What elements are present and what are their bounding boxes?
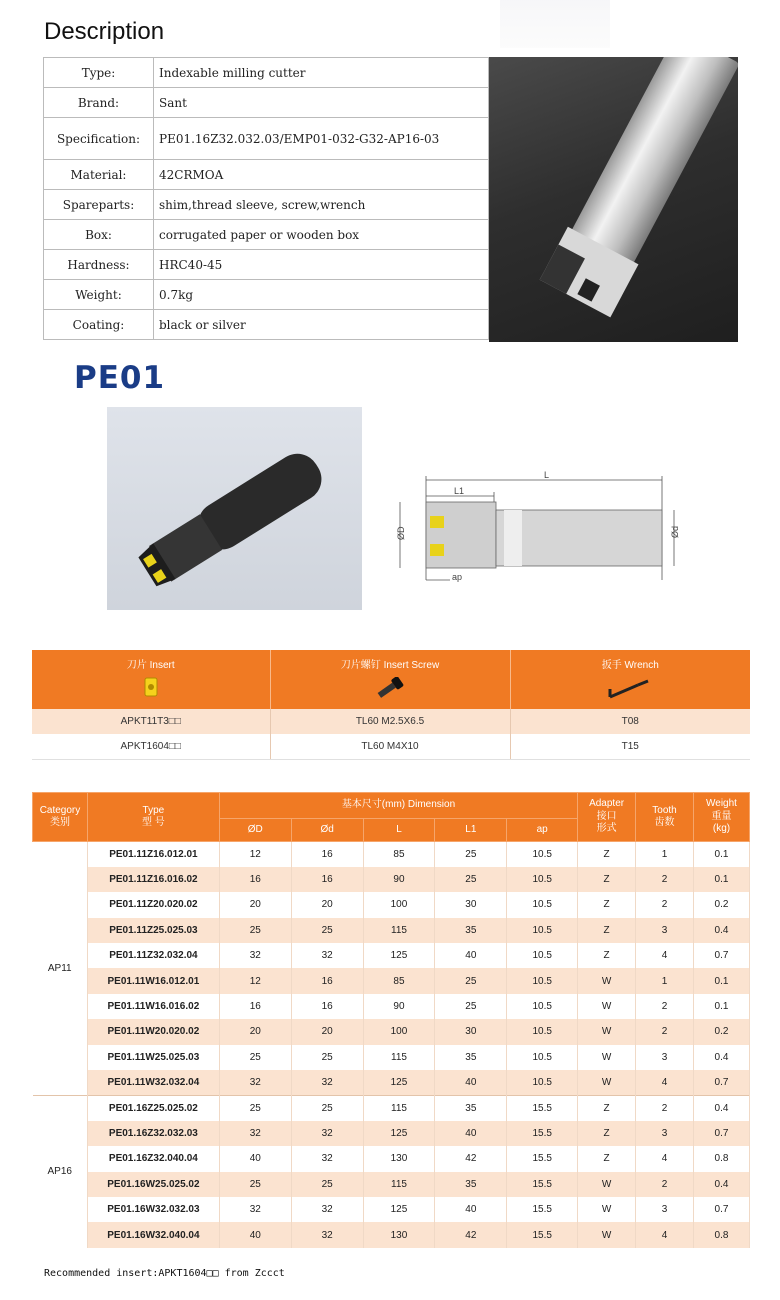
description-table <box>43 57 489 340</box>
description-row <box>44 310 489 340</box>
table-row <box>33 1121 750 1146</box>
value-cell: 2 <box>636 867 694 892</box>
value-cell: Z <box>578 943 636 968</box>
accessory-cell: T08 <box>510 709 750 734</box>
value-cell: 16 <box>291 968 363 993</box>
description-value: HRC40-45 <box>154 250 489 280</box>
value-cell: 32 <box>219 943 291 968</box>
value-cell: 16 <box>291 994 363 1019</box>
type-cell: PE01.11Z20.020.02 <box>87 892 219 917</box>
recommended-insert-note: Recommended insert:APKT1604□□ from Zccct <box>44 1268 285 1279</box>
category-cell: AP16 <box>33 1095 88 1247</box>
value-cell: 2 <box>636 1019 694 1044</box>
value-cell: 2 <box>636 1095 694 1120</box>
value-cell: 10.5 <box>507 1045 578 1070</box>
value-cell: 3 <box>636 1045 694 1070</box>
description-label: Brand: <box>44 88 154 118</box>
value-cell: 32 <box>219 1070 291 1095</box>
col-category: Category 类别 <box>33 793 88 842</box>
label-l: L <box>544 470 550 480</box>
type-cell: PE01.11W16.016.02 <box>87 994 219 1019</box>
table-row <box>33 1095 750 1120</box>
value-cell: 0.8 <box>693 1146 749 1171</box>
description-label: Hardness: <box>44 250 154 280</box>
description-row <box>44 250 489 280</box>
type-cell: PE01.11W20.020.02 <box>87 1019 219 1044</box>
description-label: Spareparts: <box>44 190 154 220</box>
type-cell: PE01.11W16.012.01 <box>87 968 219 993</box>
col-tooth: Tooth 齿数 <box>636 793 694 842</box>
value-cell: 40 <box>435 1197 507 1222</box>
value-cell: Z <box>578 842 636 867</box>
value-cell: 20 <box>219 892 291 917</box>
value-cell: 20 <box>219 1019 291 1044</box>
value-cell: 25 <box>291 1045 363 1070</box>
table-row <box>33 918 750 943</box>
value-cell: 30 <box>435 892 507 917</box>
description-value: Sant <box>154 88 489 118</box>
type-cell: PE01.16W32.040.04 <box>87 1222 219 1247</box>
value-cell: 10.5 <box>507 1070 578 1095</box>
value-cell: 10.5 <box>507 867 578 892</box>
value-cell: 42 <box>435 1146 507 1171</box>
value-cell: 100 <box>363 892 435 917</box>
value-cell: 0.4 <box>693 1045 749 1070</box>
description-label: Specification: <box>44 118 154 160</box>
table-row <box>33 994 750 1019</box>
label-od: ØD <box>396 526 406 540</box>
description-value: 42CRMOA <box>154 160 489 190</box>
acc-header-screw: 刀片螺钉 Insert Screw <box>270 650 510 709</box>
model-title: PE01 <box>74 360 166 396</box>
description-label: Weight: <box>44 280 154 310</box>
value-cell: 30 <box>435 1019 507 1044</box>
value-cell: 1 <box>636 968 694 993</box>
description-row <box>44 118 489 160</box>
type-cell: PE01.16W32.032.03 <box>87 1197 219 1222</box>
value-cell: 35 <box>435 1045 507 1070</box>
value-cell: 0.7 <box>693 1121 749 1146</box>
insert-icon <box>144 677 158 697</box>
value-cell: W <box>578 1045 636 1070</box>
table-row <box>33 943 750 968</box>
description-row <box>44 58 489 88</box>
product-render <box>107 407 362 610</box>
value-cell: 32 <box>291 1222 363 1247</box>
table-row <box>33 1019 750 1044</box>
value-cell: 4 <box>636 943 694 968</box>
value-cell: 0.7 <box>693 943 749 968</box>
value-cell: 16 <box>219 994 291 1019</box>
type-cell: PE01.11Z16.016.02 <box>87 867 219 892</box>
col-l1: L1 <box>435 819 507 842</box>
label-l1: L1 <box>454 486 465 496</box>
value-cell: 20 <box>291 1019 363 1044</box>
value-cell: 15.5 <box>507 1146 578 1171</box>
value-cell: 32 <box>291 1197 363 1222</box>
value-cell: Z <box>578 1146 636 1171</box>
value-cell: 20 <box>291 892 363 917</box>
value-cell: 10.5 <box>507 918 578 943</box>
type-cell: PE01.16W25.025.02 <box>87 1172 219 1197</box>
value-cell: 16 <box>291 842 363 867</box>
accessory-cell: APKT1604□□ <box>32 734 270 759</box>
value-cell: 25 <box>219 1095 291 1120</box>
col-od: ØD <box>219 819 291 842</box>
value-cell: 4 <box>636 1070 694 1095</box>
value-cell: 10.5 <box>507 968 578 993</box>
type-cell: PE01.16Z32.040.04 <box>87 1146 219 1171</box>
value-cell: 115 <box>363 1045 435 1070</box>
value-cell: W <box>578 968 636 993</box>
product-photo <box>489 57 738 342</box>
value-cell: 85 <box>363 842 435 867</box>
description-label: Box: <box>44 220 154 250</box>
type-cell: PE01.11Z25.025.03 <box>87 918 219 943</box>
description-value: PE01.16Z32.032.03/EMP01-032-G32-AP16-03 <box>154 118 489 160</box>
accessory-table <box>32 650 750 760</box>
description-value: corrugated paper or wooden box <box>154 220 489 250</box>
value-cell: 32 <box>291 1070 363 1095</box>
description-row <box>44 88 489 118</box>
value-cell: 32 <box>291 1121 363 1146</box>
value-cell: 35 <box>435 1172 507 1197</box>
accessory-cell: T15 <box>510 734 750 759</box>
value-cell: 25 <box>219 1172 291 1197</box>
value-cell: 25 <box>435 968 507 993</box>
description-label: Type: <box>44 58 154 88</box>
value-cell: 15.5 <box>507 1172 578 1197</box>
value-cell: 32 <box>219 1197 291 1222</box>
value-cell: Z <box>578 918 636 943</box>
acc-header-insert: 刀片 Insert <box>32 650 270 709</box>
value-cell: 0.4 <box>693 1172 749 1197</box>
value-cell: 115 <box>363 918 435 943</box>
type-cell: PE01.11Z16.012.01 <box>87 842 219 867</box>
table-row <box>33 1172 750 1197</box>
value-cell: 0.8 <box>693 1222 749 1247</box>
value-cell: 125 <box>363 1197 435 1222</box>
table-row <box>33 1197 750 1222</box>
description-value: 0.7kg <box>154 280 489 310</box>
value-cell: 100 <box>363 1019 435 1044</box>
value-cell: Z <box>578 1095 636 1120</box>
value-cell: 32 <box>291 1146 363 1171</box>
value-cell: 2 <box>636 892 694 917</box>
value-cell: 40 <box>435 1121 507 1146</box>
value-cell: W <box>578 1222 636 1247</box>
value-cell: 0.7 <box>693 1197 749 1222</box>
value-cell: 25 <box>291 1172 363 1197</box>
value-cell: 25 <box>219 1045 291 1070</box>
dimension-drawing <box>390 470 690 590</box>
table-row <box>33 1045 750 1070</box>
description-label: Material: <box>44 160 154 190</box>
value-cell: 125 <box>363 1121 435 1146</box>
value-cell: 1 <box>636 842 694 867</box>
value-cell: W <box>578 1070 636 1095</box>
value-cell: 4 <box>636 1222 694 1247</box>
type-cell: PE01.11Z32.032.04 <box>87 943 219 968</box>
value-cell: 25 <box>219 918 291 943</box>
value-cell: 10.5 <box>507 943 578 968</box>
value-cell: 115 <box>363 1172 435 1197</box>
col-adapter: Adapter 接口 形式 <box>578 793 636 842</box>
col-ap: ap <box>507 819 578 842</box>
value-cell: 3 <box>636 1121 694 1146</box>
table-row <box>33 1222 750 1247</box>
wrench-icon <box>608 677 652 701</box>
value-cell: 0.1 <box>693 994 749 1019</box>
value-cell: 3 <box>636 918 694 943</box>
value-cell: 25 <box>291 1095 363 1120</box>
table-row <box>33 1070 750 1095</box>
value-cell: W <box>578 1197 636 1222</box>
value-cell: 40 <box>435 943 507 968</box>
value-cell: 42 <box>435 1222 507 1247</box>
value-cell: Z <box>578 892 636 917</box>
value-cell: 10.5 <box>507 1019 578 1044</box>
value-cell: 115 <box>363 1095 435 1120</box>
accessory-cell: TL60 M4X10 <box>270 734 510 759</box>
description-row <box>44 220 489 250</box>
value-cell: 4 <box>636 1146 694 1171</box>
col-type: Type 型 号 <box>87 793 219 842</box>
value-cell: 15.5 <box>507 1095 578 1120</box>
value-cell: 10.5 <box>507 842 578 867</box>
value-cell: 130 <box>363 1146 435 1171</box>
type-cell: PE01.16Z25.025.02 <box>87 1095 219 1120</box>
description-row <box>44 190 489 220</box>
value-cell: 12 <box>219 842 291 867</box>
value-cell: Z <box>578 867 636 892</box>
type-cell: PE01.16Z32.032.03 <box>87 1121 219 1146</box>
value-cell: 35 <box>435 918 507 943</box>
category-cell: AP11 <box>33 842 88 1096</box>
value-cell: W <box>578 1019 636 1044</box>
acc-header-wrench: 扳手 Wrench <box>510 650 750 709</box>
screw-icon <box>375 677 405 699</box>
type-cell: PE01.11W32.032.04 <box>87 1070 219 1095</box>
table-row <box>33 1146 750 1171</box>
value-cell: 25 <box>435 994 507 1019</box>
value-cell: 40 <box>219 1146 291 1171</box>
description-label: Coating: <box>44 310 154 340</box>
label-id: Ød <box>670 525 680 538</box>
value-cell: 40 <box>219 1222 291 1247</box>
description-value: Indexable milling cutter <box>154 58 489 88</box>
accessory-row <box>32 709 750 734</box>
value-cell: 40 <box>435 1070 507 1095</box>
table-row <box>33 842 750 867</box>
value-cell: 90 <box>363 867 435 892</box>
type-cell: PE01.11W25.025.03 <box>87 1045 219 1070</box>
value-cell: 0.1 <box>693 842 749 867</box>
value-cell: 16 <box>291 867 363 892</box>
value-cell: 130 <box>363 1222 435 1247</box>
value-cell: W <box>578 1172 636 1197</box>
value-cell: 125 <box>363 1070 435 1095</box>
description-value: black or silver <box>154 310 489 340</box>
value-cell: 0.2 <box>693 1019 749 1044</box>
col-weight: Weight 重量 (kg) <box>693 793 749 842</box>
table-row <box>33 867 750 892</box>
value-cell: 90 <box>363 994 435 1019</box>
col-dimension: 基本尺寸(mm) Dimension <box>219 793 577 819</box>
description-value: shim,thread sleeve, screw,wrench <box>154 190 489 220</box>
value-cell: 2 <box>636 994 694 1019</box>
value-cell: 125 <box>363 943 435 968</box>
col-l: L <box>363 819 435 842</box>
value-cell: W <box>578 994 636 1019</box>
value-cell: 0.1 <box>693 968 749 993</box>
value-cell: 15.5 <box>507 1222 578 1247</box>
value-cell: 0.2 <box>693 892 749 917</box>
value-cell: 10.5 <box>507 892 578 917</box>
description-row <box>44 280 489 310</box>
watermark <box>500 0 610 48</box>
accessory-row <box>32 734 750 759</box>
value-cell: 25 <box>291 918 363 943</box>
accessory-cell: APKT11T3□□ <box>32 709 270 734</box>
value-cell: 0.4 <box>693 1095 749 1120</box>
value-cell: 0.1 <box>693 867 749 892</box>
value-cell: 2 <box>636 1172 694 1197</box>
value-cell: 16 <box>219 867 291 892</box>
value-cell: 25 <box>435 842 507 867</box>
value-cell: 32 <box>291 943 363 968</box>
value-cell: 25 <box>435 867 507 892</box>
value-cell: 32 <box>219 1121 291 1146</box>
label-ap: ap <box>452 572 463 582</box>
value-cell: 15.5 <box>507 1121 578 1146</box>
description-row <box>44 160 489 190</box>
value-cell: 0.4 <box>693 918 749 943</box>
value-cell: Z <box>578 1121 636 1146</box>
value-cell: 3 <box>636 1197 694 1222</box>
col-id: Ød <box>291 819 363 842</box>
table-row <box>33 892 750 917</box>
value-cell: 35 <box>435 1095 507 1120</box>
dimension-table <box>32 792 750 1248</box>
value-cell: 0.7 <box>693 1070 749 1095</box>
value-cell: 10.5 <box>507 994 578 1019</box>
table-row <box>33 968 750 993</box>
value-cell: 85 <box>363 968 435 993</box>
accessory-cell: TL60 M2.5X6.5 <box>270 709 510 734</box>
page-title: Description <box>44 18 165 45</box>
value-cell: 15.5 <box>507 1197 578 1222</box>
value-cell: 12 <box>219 968 291 993</box>
